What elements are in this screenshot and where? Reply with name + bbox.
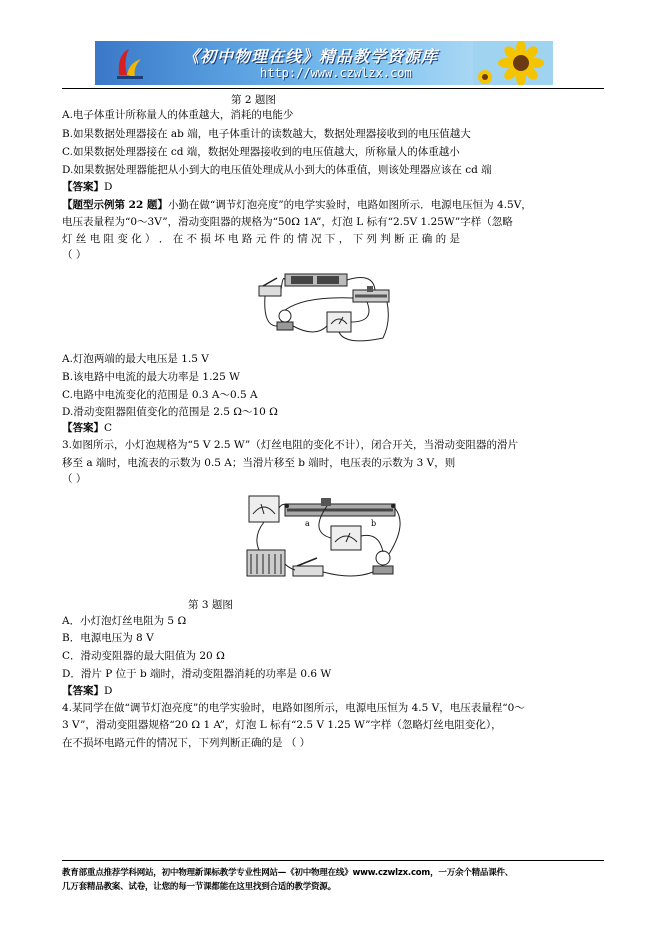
- ammeter-icon: [249, 496, 279, 522]
- header-title: 《初中物理在线》精品教学资源库: [183, 47, 439, 66]
- ex22-line2: 电压表量程为“0～3V”，滑动变阻器的规格为“50Ω 1A”，灯泡 L 标有“2.5V 1.25W”字样（忽略: [62, 216, 513, 228]
- ex22-option-b: B.该电路中电流的最大功率是 1.25 W: [62, 371, 240, 383]
- q3-line3: （ ）: [62, 473, 87, 485]
- footer-rule: [62, 860, 604, 861]
- battery-icon: [247, 550, 285, 576]
- sunflower-icon: [473, 41, 553, 85]
- battery-icon: [285, 274, 347, 286]
- q3-answer-value: D: [104, 685, 113, 697]
- ex22-option-a: A.灯泡两端的最大电压是 1.5 V: [62, 353, 209, 365]
- ex22-line1: [62, 198, 532, 212]
- header-banner: [95, 41, 553, 85]
- ex22-line3: 灯 丝 电 阻 变 化 ） ． 在 不 损 坏 电 路 元 件 的 情 况 下 ， 下 列 判 断 正 确 的 是: [62, 233, 460, 245]
- q2-answer: [62, 180, 112, 194]
- svg-text:a: a: [305, 519, 310, 528]
- footer-line2: 几万套精品教案、试卷，让您的每一节课都能在这里找到合适的教学资源。: [62, 882, 336, 892]
- footer-line1: 教育部重点推荐学科网站，初中物理新课标教学专业性网站—《初中物理在线》www.czwlzx.com，一万余个精品课件、: [62, 868, 514, 878]
- site-logo-icon: [115, 45, 145, 81]
- ex22-option-d: D.滑动变阻器阻值变化的范围是 2.5 Ω～10 Ω: [62, 406, 278, 418]
- header-url[interactable]: http://www.czwlzx.com: [260, 66, 412, 80]
- q3-answer-label: 【答案】: [62, 685, 104, 697]
- voltmeter-icon: [327, 312, 351, 332]
- q4-line3: 在不损坏电路元件的情况下，下列判断正确的是 （ ）: [62, 737, 311, 749]
- ex22-circuit-figure: [255, 266, 393, 348]
- ex22-label: 【题型示例第 22 题】: [62, 199, 168, 211]
- q4-line2: 3 V”，滑动变阻器规格“20 Ω 1 A”，灯泡 L 标有“2.5 V 1.25 W”字样（忽略灯丝电阻变化），: [62, 719, 502, 731]
- ex22-answer-value: C: [104, 422, 113, 434]
- ex22-answer: [62, 421, 112, 435]
- q3-answer: [62, 684, 112, 698]
- q2-option-d: D.如果数据处理器能把从小到大的电压值处理成从小到大的体重值，则该处理器应该在 cd 端: [62, 164, 492, 176]
- q2-option-a: A.电子体重计所称量人的体重越大，消耗的电能少: [62, 109, 294, 121]
- ex22-option-c: C.电路中电流变化的范围是 0.3 A～0.5 A: [62, 389, 258, 401]
- q2-option-c: C.如果数据处理器接在 cd 端，数据处理器接收到的电压值越大，所称量人的体重越小: [62, 146, 460, 158]
- q4-line1: 4.某同学在做“调节灯泡亮度”的电学实验时，电路如图所示，电源电压恒为 4.5 V，电压表量程“0～: [62, 702, 525, 714]
- voltmeter-icon: [331, 526, 361, 550]
- ex22-text1: 小勤在做“调节灯泡亮度”的电学实验时，电路如图所示．电源电压恒为 4.5V，: [167, 199, 532, 211]
- q3-option-c: C．滑动变阻器的最大阻值为 20 Ω: [62, 650, 225, 662]
- svg-text:b: b: [371, 519, 377, 528]
- q3-line1: 3.如图所示，小灯泡规格为“5 V 2.5 W”（灯丝电阻的变化不计），闭合开关，当滑动变阻器的滑片: [62, 439, 518, 451]
- q2-option-b: B.如果数据处理器接在 ab 端，电子体重计的读数越大，数据处理器接收到的电压值越大: [62, 128, 471, 140]
- header-rule: [62, 88, 604, 89]
- fig2-caption: 第 2 题图: [231, 94, 276, 106]
- q3-option-a: A．小灯泡灯丝电阻为 5 Ω: [62, 615, 187, 627]
- q3-option-b: B．电源电压为 8 V: [62, 632, 154, 644]
- q3-circuit-figure: [243, 492, 409, 582]
- ex22-line4: （ ）: [62, 249, 87, 261]
- ex22-answer-label: 【答案】: [62, 422, 104, 434]
- q2-answer-label: 【答案】: [62, 181, 104, 193]
- fig3-caption: 第 3 题图: [188, 599, 233, 611]
- q2-answer-value: D: [104, 181, 113, 193]
- q3-option-d: D．滑片 P 位于 b 端时，滑动变阻器消耗的功率是 0.6 W: [62, 668, 332, 680]
- q3-line2: 移至 a 端时，电流表的示数为 0.5 A；当滑片移至 b 端时，电压表的示数为 3 V，则: [62, 457, 456, 469]
